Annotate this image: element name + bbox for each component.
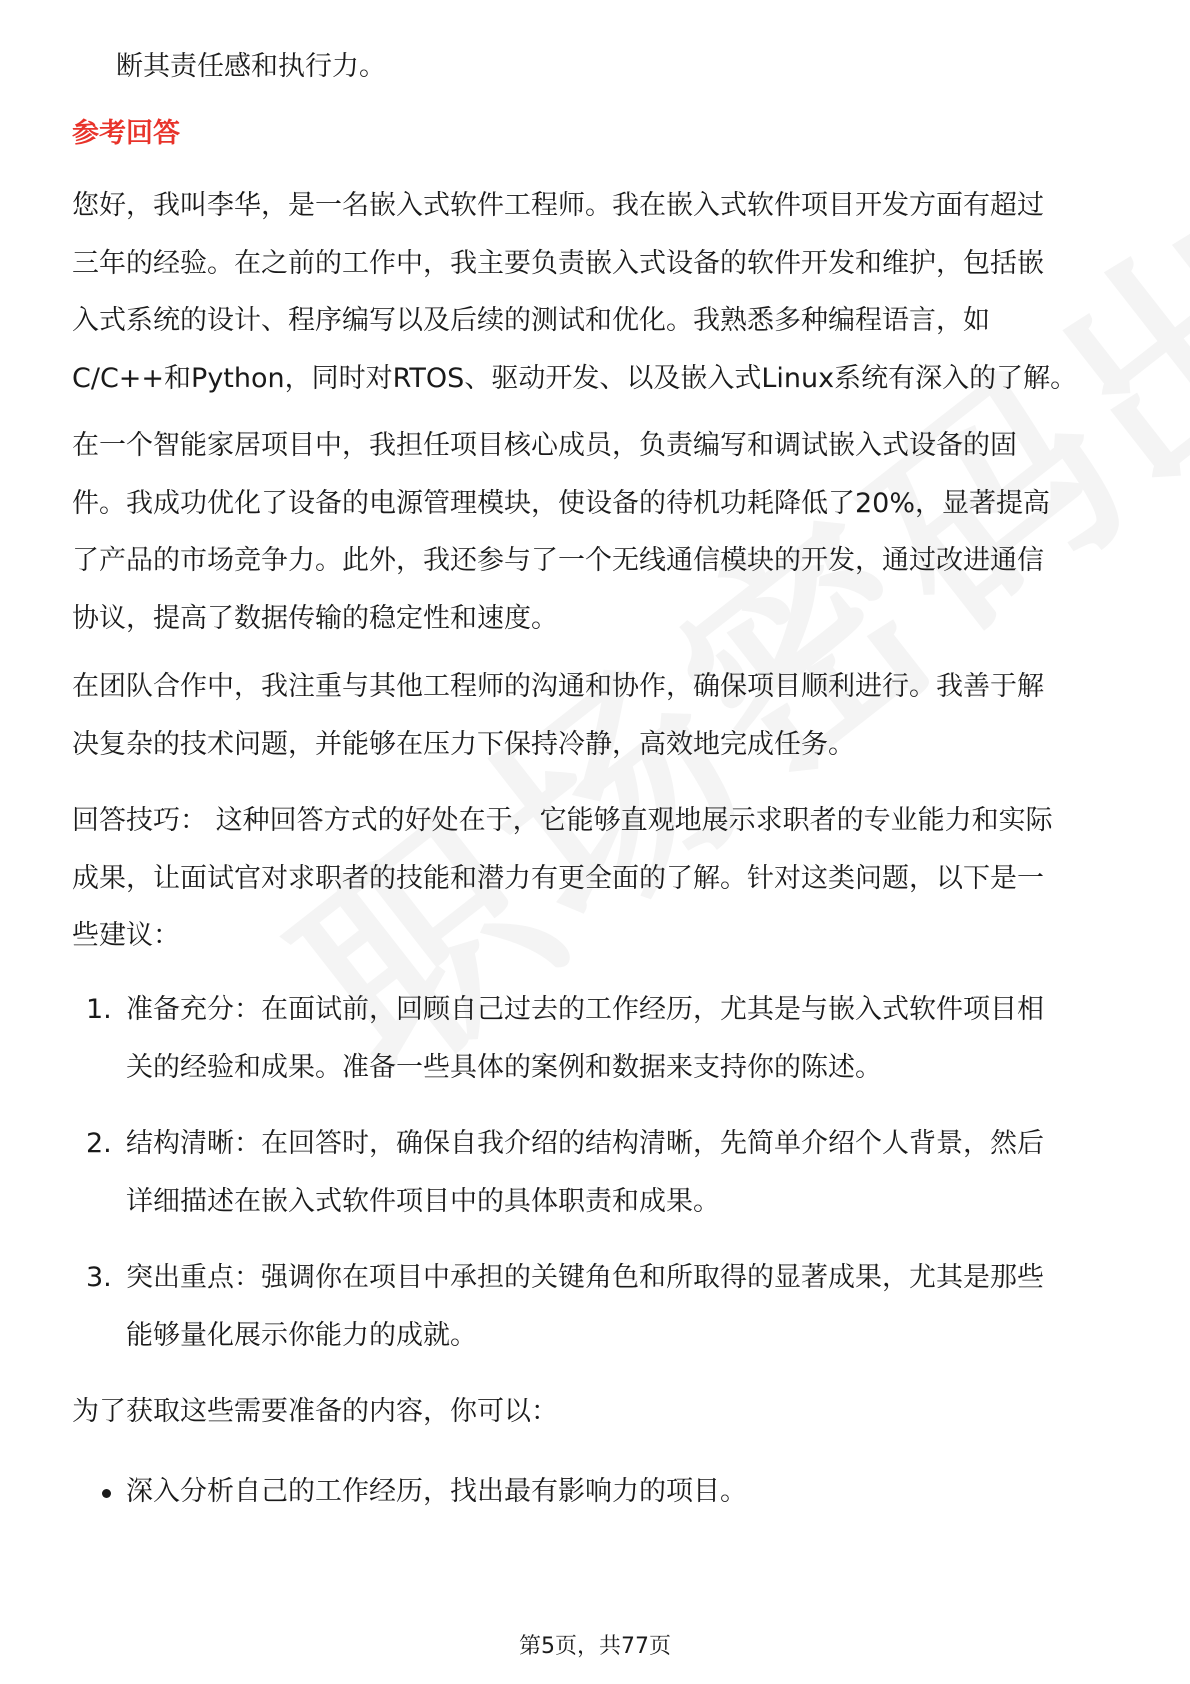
list-number: 3. [86,1262,112,1293]
prep-intro: 为了获取这些需要准备的内容，你可以： [72,1396,558,1427]
paragraph-1: 您好，我叫李华，是一名嵌入式软件工程师。我在嵌入式软件项目开发方面有超过 三年的经验。在之前的工作中，我主要负责嵌入式设备的软件开发和维护，包括嵌 入式系统的设计、程序编写以及后续的测试和优化。我熟悉多种编程语言，如 C/C++和Python，同时对RTOS、驱动开发、以及嵌入式Linux系统有深入的了解。 [72,190,1078,394]
list-text: 结构清晰：在回答时，确保自我介绍的结构清晰，先简单介绍个人背景，然后 详细描述在嵌入式软件项目中的具体职责和成果。 [126,1128,1044,1217]
paragraph-4: 回答技巧： 这种回答方式的好处在于，它能够直观地展示求职者的专业能力和实际 成果，让面试官对求职者的技能和潜力有更全面的了解。针对这类问题，以下是一 些建议： [72,805,1053,951]
list-number: 2. [86,1128,112,1159]
bullet-dot-icon [102,1489,111,1498]
paragraph-3: 在团队合作中，我注重与其他工程师的沟通和协作，确保项目顺利进行。我善于解 决复杂的技术问题，并能够在压力下保持冷静，高效地完成任务。 [72,671,1044,760]
list-text: 突出重点：强调你在项目中承担的关键角色和所取得的显著成果，尤其是那些 能够量化展示你能力的成就。 [126,1262,1044,1351]
list-text: 深入分析自己的工作经历，找出最有影响力的项目。 [126,1476,747,1507]
section-heading: 参考回答 [72,118,180,149]
list-text: 准备充分：在面试前，回顾自己过去的工作经历，尤其是与嵌入式软件项目相 关的经验和成果。准备一些具体的案例和数据来支持你的陈述。 [126,994,1044,1083]
page-footer: 第5页，共77页 [519,1634,671,1659]
list-number: 1. [86,994,112,1025]
intro-tail: 断其责任感和执行力。 [116,51,386,82]
paragraph-2: 在一个智能家居项目中，我担任项目核心成员，负责编写和调试嵌入式设备的固 件。我成功优化了设备的电源管理模块，使设备的待机功耗降低了20%，显著提高 了产品的市场竞争力。此外，我还参与了一个无线通信模块的开发，通过改进通信 协议，提高了数据传输的稳定性和速度。 [72,430,1051,634]
